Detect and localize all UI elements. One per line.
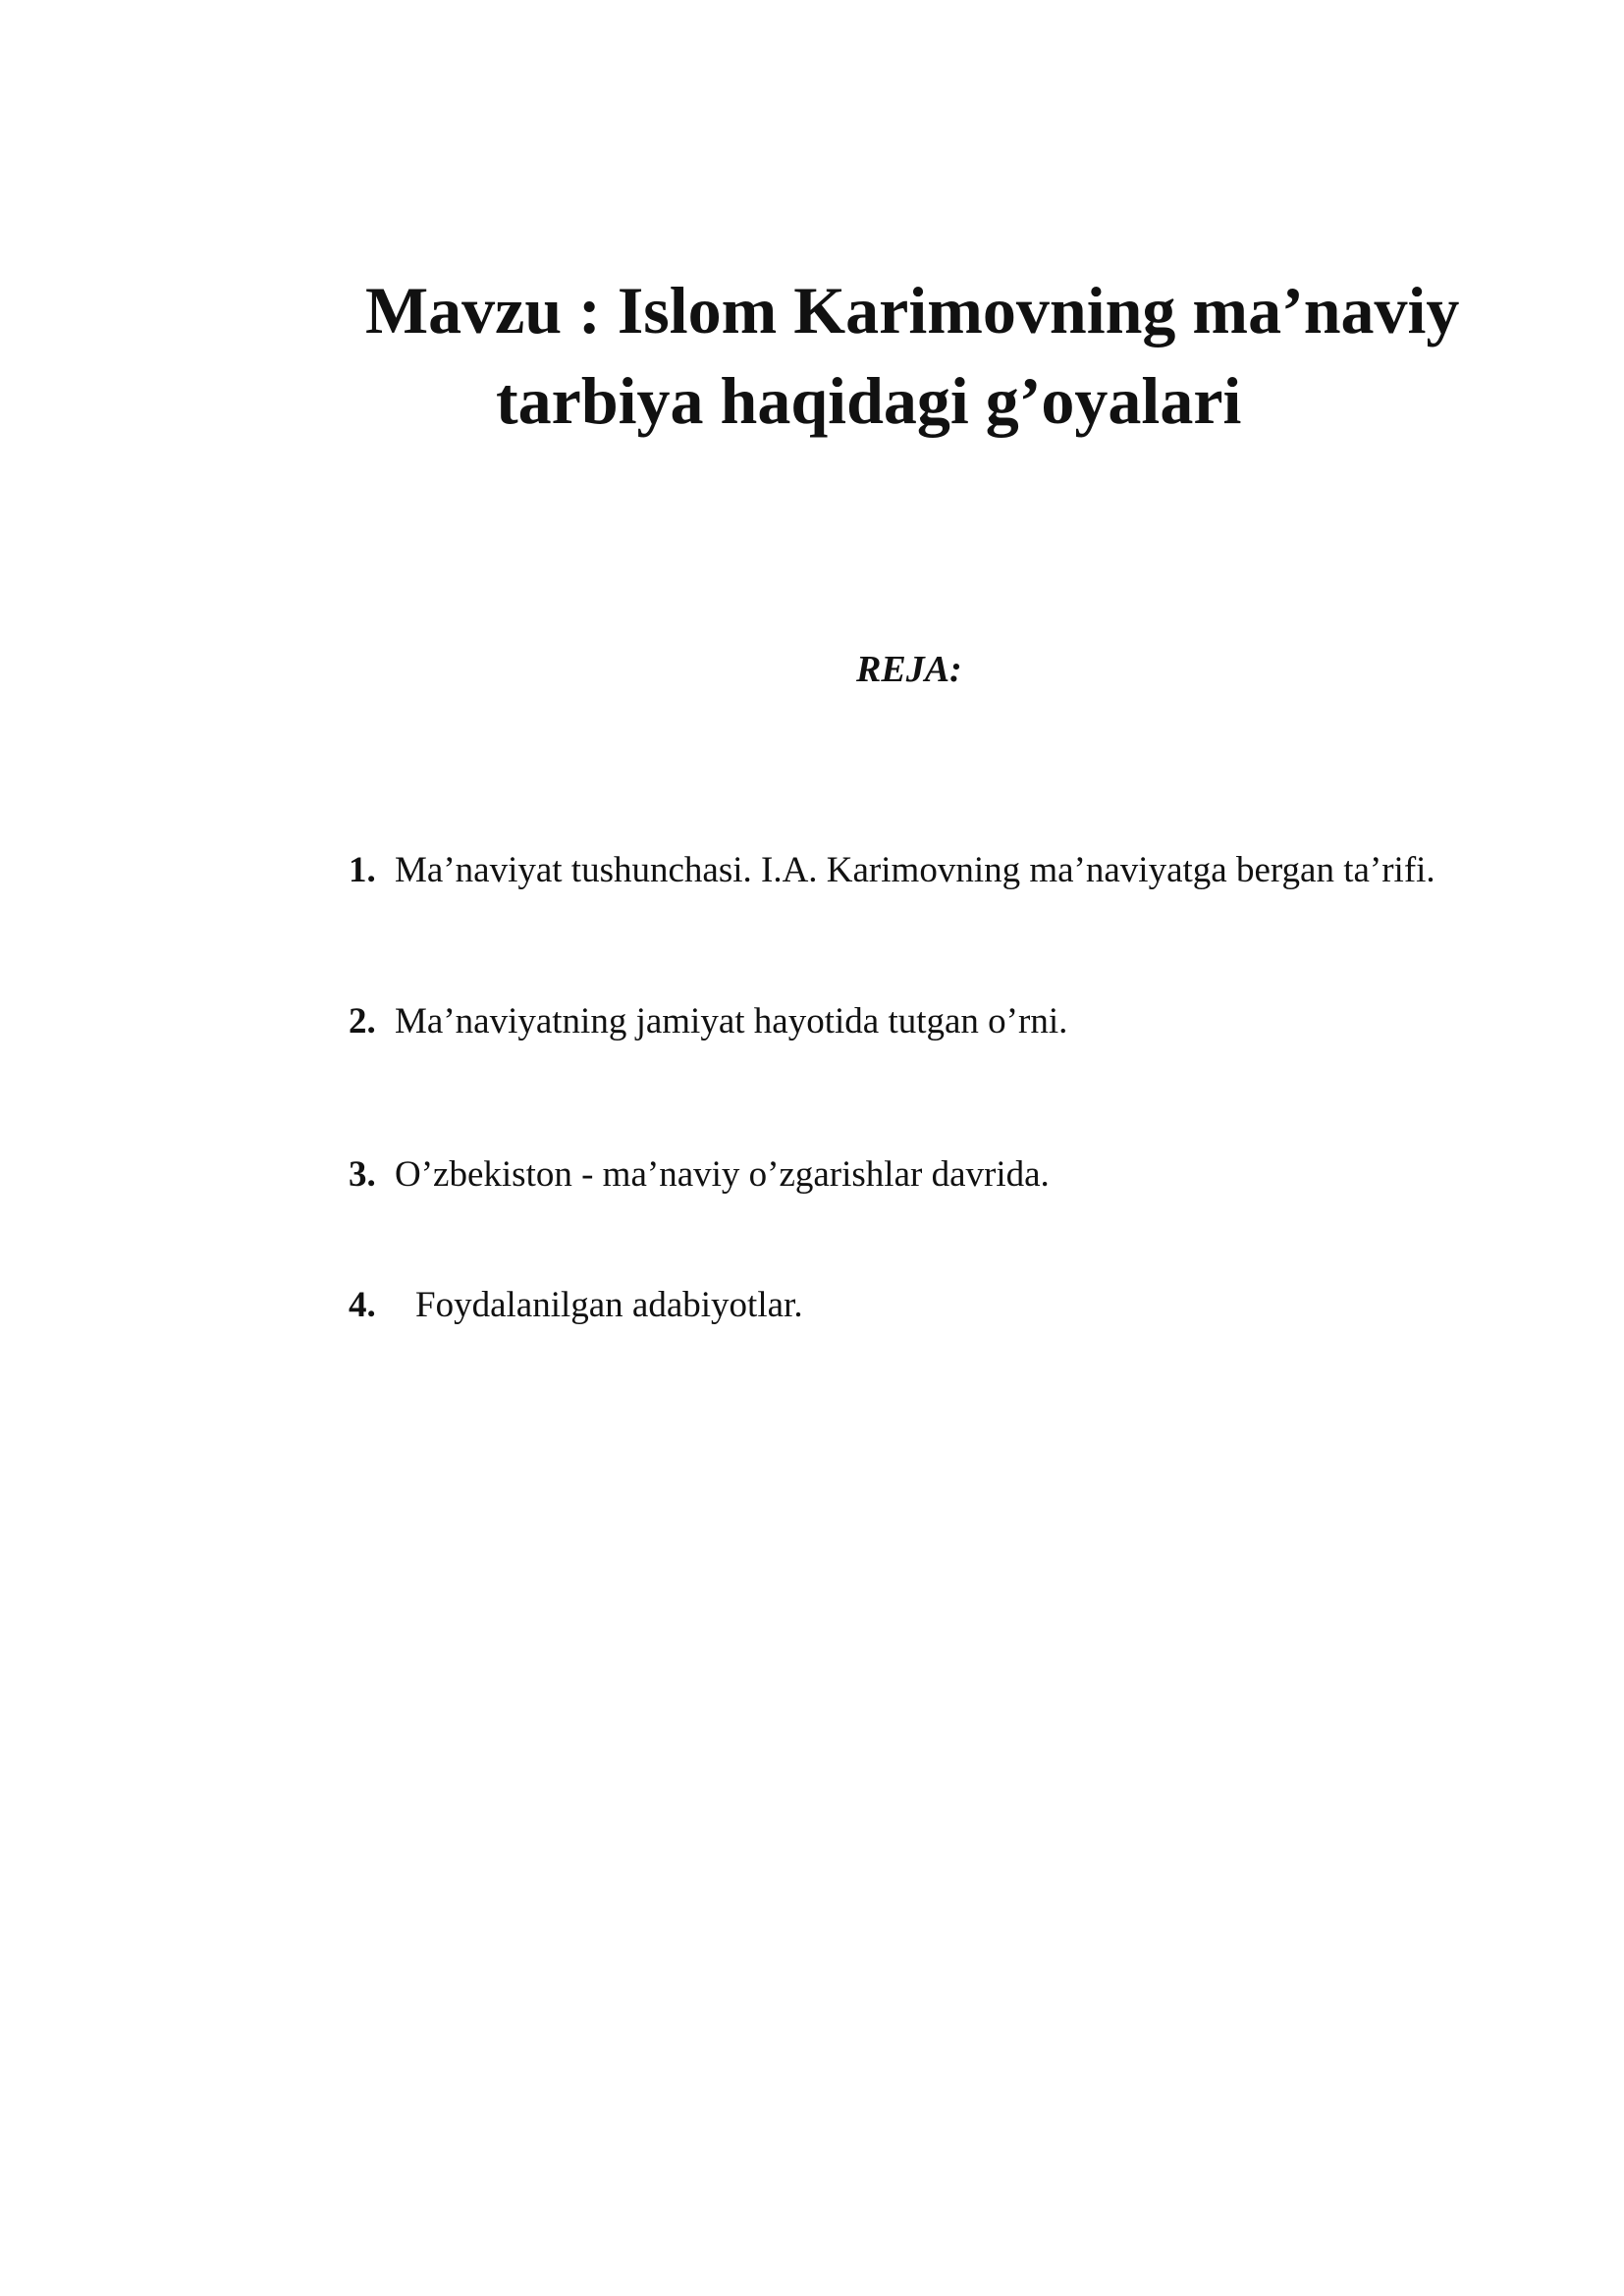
plan-item-number: 2. [349, 1001, 376, 1041]
plan-heading: REJA: [856, 649, 962, 690]
document-title [0, 265, 1624, 446]
plan-item-text: Ma’naviyatning jamiyat hayotida tutgan o’rni. [395, 1001, 1068, 1041]
plan-item-number: 1. [349, 850, 376, 890]
plan-item [349, 1281, 803, 1330]
title-line-2: tarbiya haqidagi g’oyalari [496, 363, 1242, 438]
plan-item [349, 1150, 1050, 1200]
plan-item-number: 3. [349, 1154, 376, 1195]
plan-item-text: O’zbekiston - ma’naviy o’zgarishlar davrida. [395, 1154, 1050, 1195]
plan-item-text: Ma’naviyat tushunchasi. I.A. Karimovning ma’naviyatga bergan ta’rifi. [395, 850, 1435, 890]
plan-item [349, 997, 1067, 1046]
title-line-1: Mavzu : Islom Karimovning ma’naviy [365, 273, 1460, 347]
plan-item [349, 846, 1435, 895]
plan-item-text: Foydalanilgan adabiyotlar. [415, 1285, 803, 1325]
plan-item-number: 4. [349, 1285, 376, 1325]
